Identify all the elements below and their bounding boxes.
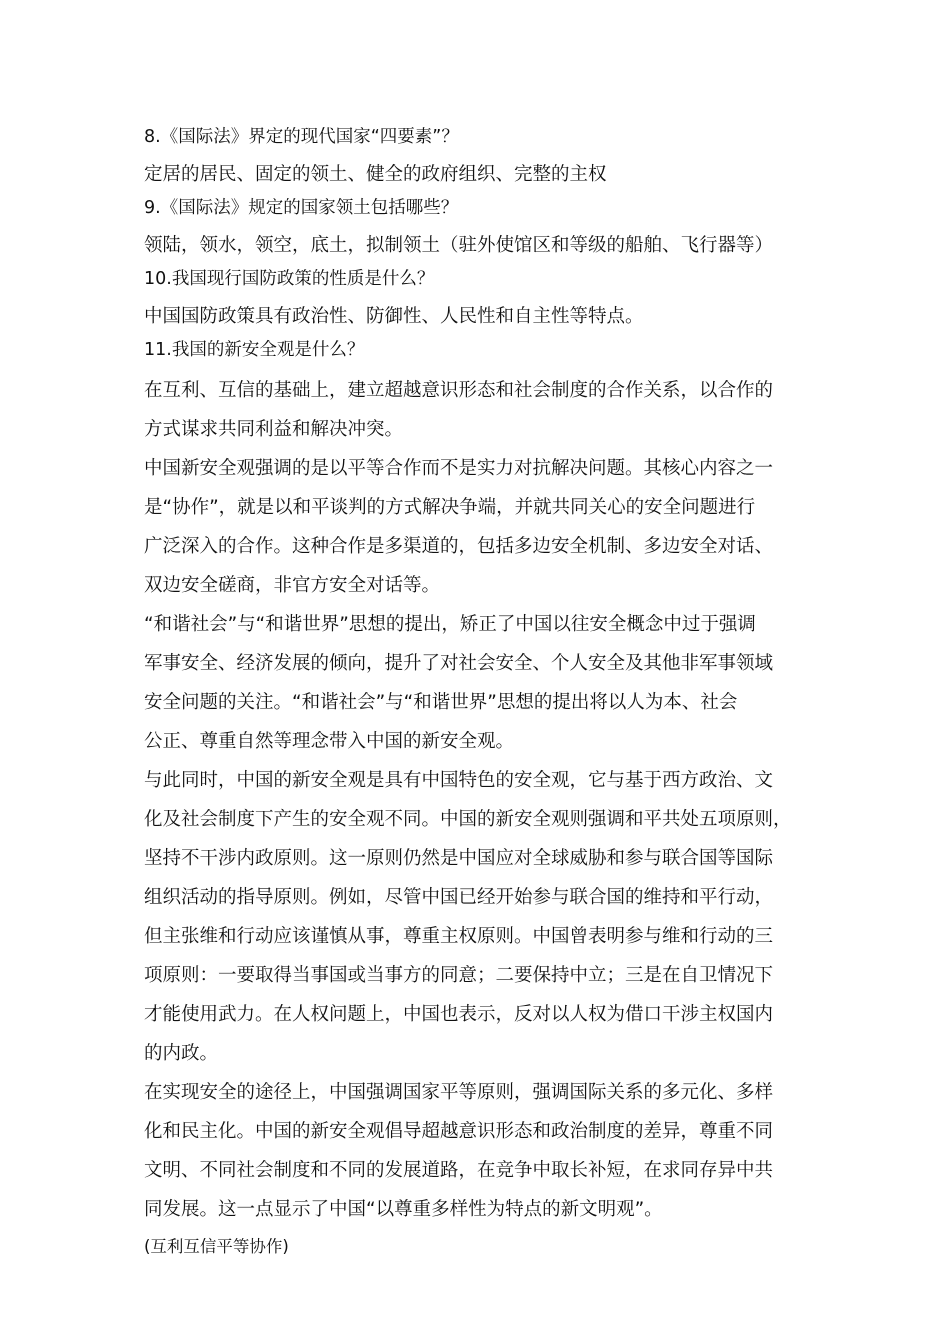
- question-heading: [144, 335, 816, 365]
- body-paragraph: [144, 449, 816, 605]
- question-heading: [144, 193, 816, 223]
- text-line: 在互利、互信的基础上，建立超越意识形态和社会制度的合作关系，以合作的: [144, 380, 774, 401]
- text-line: 的内政。: [144, 1043, 219, 1064]
- text-line: 9.《国际法》规定的国家领土包括哪些？: [144, 198, 459, 218]
- question-heading: [144, 264, 816, 294]
- text-line: 11.我国的新安全观是什么？: [144, 340, 365, 360]
- text-line: 双边安全磋商，非官方安全对话等。: [144, 575, 441, 596]
- text-line: 领陆，领水，领空，底土，拟制领土（驻外使馆区和等级的船舶、飞行器等）: [144, 235, 774, 256]
- text-line: 安全问题的关注。“和谐社会”与“和谐世界”思想的提出将以人为本、社会: [144, 692, 738, 713]
- text-line: 化和民主化。中国的新安全观倡导超越意识形态和政治制度的差异，尊重不同: [144, 1121, 774, 1142]
- body-paragraph: [144, 1073, 816, 1229]
- text-line: 公正、尊重自然等理念带入中国的新安全观。: [144, 731, 515, 752]
- text-line: 同发展。这一点显示了中国“以尊重多样性为特点的新文明观”。: [144, 1199, 663, 1220]
- body-paragraph: [144, 605, 816, 761]
- text-line: 军事安全、经济发展的倾向，提升了对社会安全、个人安全及其他非军事领域: [144, 653, 774, 674]
- text-line: (互利互信平等协作): [144, 1237, 289, 1256]
- text-line: 项原则：一要取得当事国或当事方的同意；二要保持中立；三是在自卫情况下: [144, 965, 774, 986]
- closing-note: [144, 1231, 816, 1263]
- text-line: 组织活动的指导原则。例如，尽管中国已经开始参与联合国的维持和平行动，: [144, 887, 774, 908]
- body-paragraph: [144, 371, 816, 449]
- text-line: 8.《国际法》界定的现代国家“四要素”？: [144, 127, 459, 147]
- text-line: 中国新安全观强调的是以平等合作而不是实力对抗解决问题。其核心内容之一: [144, 458, 774, 479]
- answer-text: [144, 229, 816, 262]
- answer-text: [144, 300, 816, 333]
- text-line: 方式谋求共同利益和解决冲突。: [144, 419, 404, 440]
- document-body: [144, 122, 816, 1263]
- text-line: 才能使用武力。在人权问题上，中国也表示，反对以人权为借口干涉主权国内: [144, 1004, 774, 1025]
- text-line: 化及社会制度下产生的安全观不同。中国的新安全观则强调和平共处五项原则，: [144, 809, 792, 830]
- text-line: 广泛深入的合作。这种合作是多渠道的，包括多边安全机制、多边安全对话、: [144, 536, 774, 557]
- text-line: 但主张维和行动应该谨慎从事，尊重主权原则。中国曾表明参与维和行动的三: [144, 926, 774, 947]
- text-line: 10.我国现行国防政策的性质是什么？: [144, 269, 435, 289]
- text-line: 与此同时，中国的新安全观是具有中国特色的安全观，它与基于西方政治、文: [144, 770, 774, 791]
- text-line: 定居的居民、固定的领土、健全的政府组织、完整的主权: [144, 164, 607, 185]
- text-line: 文明、不同社会制度和不同的发展道路，在竞争中取长补短，在求同存异中共: [144, 1160, 774, 1181]
- question-heading: [144, 122, 816, 152]
- text-line: “和谐社会”与“和谐世界”思想的提出，矫正了中国以往安全概念中过于强调: [144, 614, 756, 635]
- body-paragraph: [144, 761, 816, 1073]
- text-line: 在实现安全的途径上，中国强调国家平等原则，强调国际关系的多元化、多样: [144, 1082, 774, 1103]
- text-line: 是“协作”，就是以和平谈判的方式解决争端，并就共同关心的安全问题进行: [144, 497, 756, 518]
- text-line: 坚持不干涉内政原则。这一原则仍然是中国应对全球威胁和参与联合国等国际: [144, 848, 774, 869]
- text-line: 中国国防政策具有政治性、防御性、人民性和自主性等特点。: [144, 306, 644, 327]
- answer-text: [144, 158, 816, 191]
